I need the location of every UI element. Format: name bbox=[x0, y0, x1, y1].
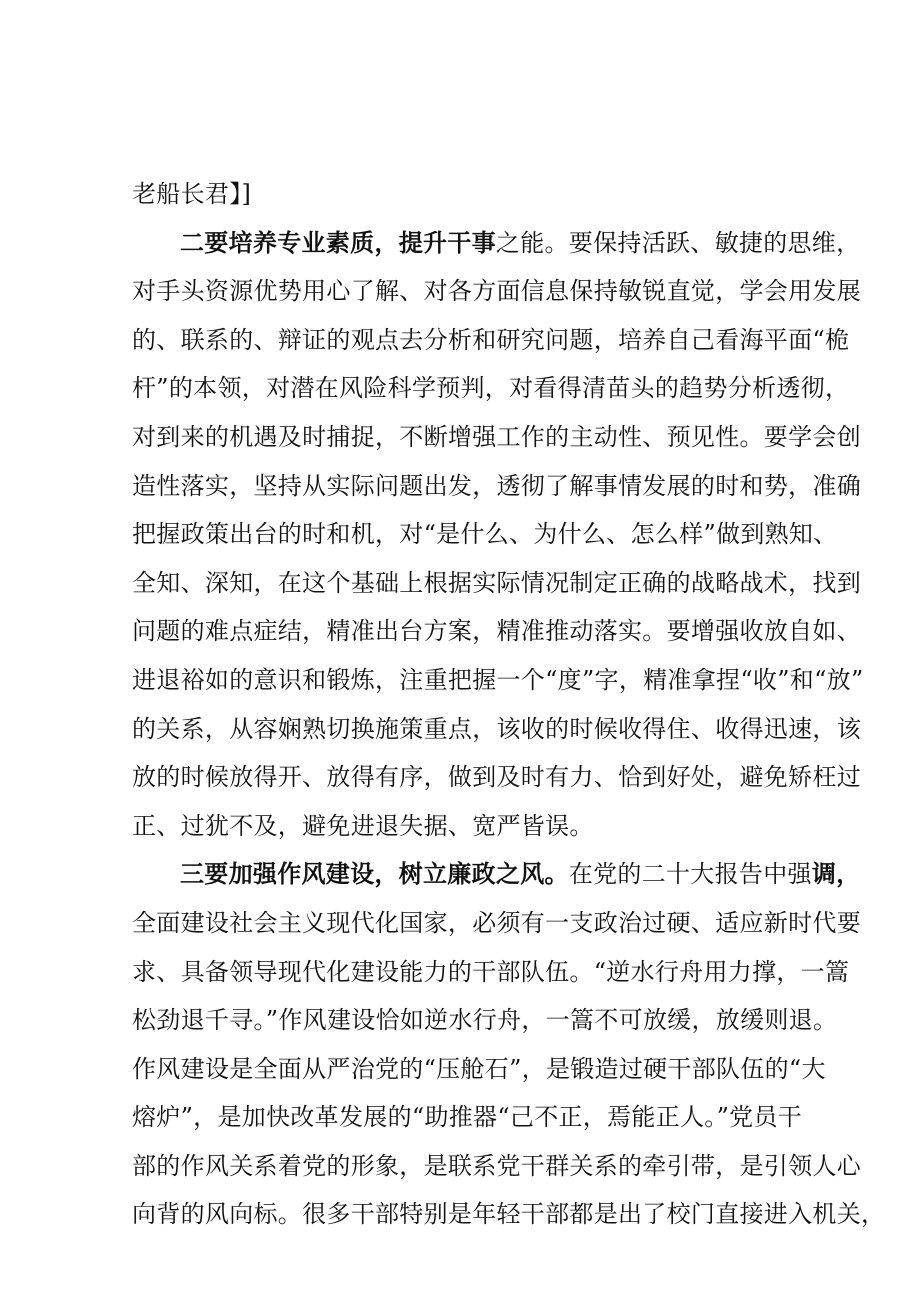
fragment-text: 老船长君】] bbox=[132, 180, 252, 208]
para3-heading-bold: 三要加强作风建设，树立廉政之风。 bbox=[180, 859, 569, 889]
para3-line: 全面建设社会主义现代化国家，必须有一支政治过硬、适应新时代要 bbox=[132, 908, 861, 937]
para3-heading-rest: 在党的二十大报告中强 bbox=[568, 860, 812, 889]
para2-line: 杆”的本领，对潜在风险科学预判，对看得清苗头的趋势分析透彻， bbox=[132, 374, 850, 403]
para2-heading-bold: 二要培养专业素质，提升干事 bbox=[180, 227, 496, 257]
para2-line: 问题的难点症结，精准出台方案，精准推动落实。要增强收放自如、 bbox=[132, 617, 861, 646]
fragment-line bbox=[132, 170, 822, 219]
para2-line-0: 要保持活跃、敏捷的思维， bbox=[568, 228, 861, 257]
para2-line: 造性落实，坚持从实际问题出发，透彻了解事情发展的时和势，准确 bbox=[132, 471, 861, 500]
para2-line: 对到来的机遇及时捕捉，不断增强工作的主动性、预见性。要学会创 bbox=[132, 422, 861, 451]
para3-line: 部的作风关系着党的形象，是联系党干群关系的牵引带，是引领人心 bbox=[132, 1151, 861, 1180]
para2-line: 进退裕如的意识和锻炼，注重把握一个“度”字，精准拿捏“收”和“放” bbox=[132, 665, 864, 694]
para3-heading-bold2: 调， bbox=[811, 859, 861, 889]
para3-line: 向背的风向标。很多干部特别是年轻干部都是出了校门直接进入机关， bbox=[132, 1200, 886, 1229]
para2-heading-line bbox=[132, 219, 861, 268]
para3-line: 作风建设是全面从严治党的“压舱石”，是锻造过硬干部队伍的“大 bbox=[132, 1054, 826, 1083]
para2-line: 的关系，从容娴熟切换施策重点，该收的时候收得住、收得迅速，该 bbox=[132, 714, 861, 743]
para2-line: 的、联系的、辩证的观点去分析和研究问题，培养自己看海平面“桅 bbox=[132, 325, 850, 354]
para3-line: 求、具备领导现代化建设能力的干部队伍。“逆水行舟用力撑，一篙 bbox=[132, 957, 850, 986]
para3-line: 松劲退千寻。”作风建设恰如逆水行舟，一篙不可放缓，放缓则退。 bbox=[132, 1006, 838, 1035]
document-body bbox=[132, 170, 886, 1239]
para3-line: 熔炉”，是加快改革发展的“助推器“己不正，焉能正人。”党员干 bbox=[132, 1103, 803, 1132]
para3-heading-line bbox=[132, 850, 861, 899]
para2-line: 把握政策出台的时和机，对“是什么、为什么、怎么样”做到熟知、 bbox=[132, 520, 838, 549]
para2-line: 放的时候放得开、放得有序，做到及时有力、恰到好处，避免矫枉过 bbox=[132, 763, 861, 792]
para2-line: 对手头资源优势用心了解、对各方面信息保持敏锐直觉，学会用发展 bbox=[132, 277, 861, 306]
para2-line: 正、过犹不及，避免进退失据、宽严皆误。 bbox=[132, 811, 594, 840]
para2-heading-rest: 之能。 bbox=[495, 228, 569, 257]
para2-line: 全知、深知，在这个基础上根据实际情况制定正确的战略战术，找到 bbox=[132, 568, 861, 597]
